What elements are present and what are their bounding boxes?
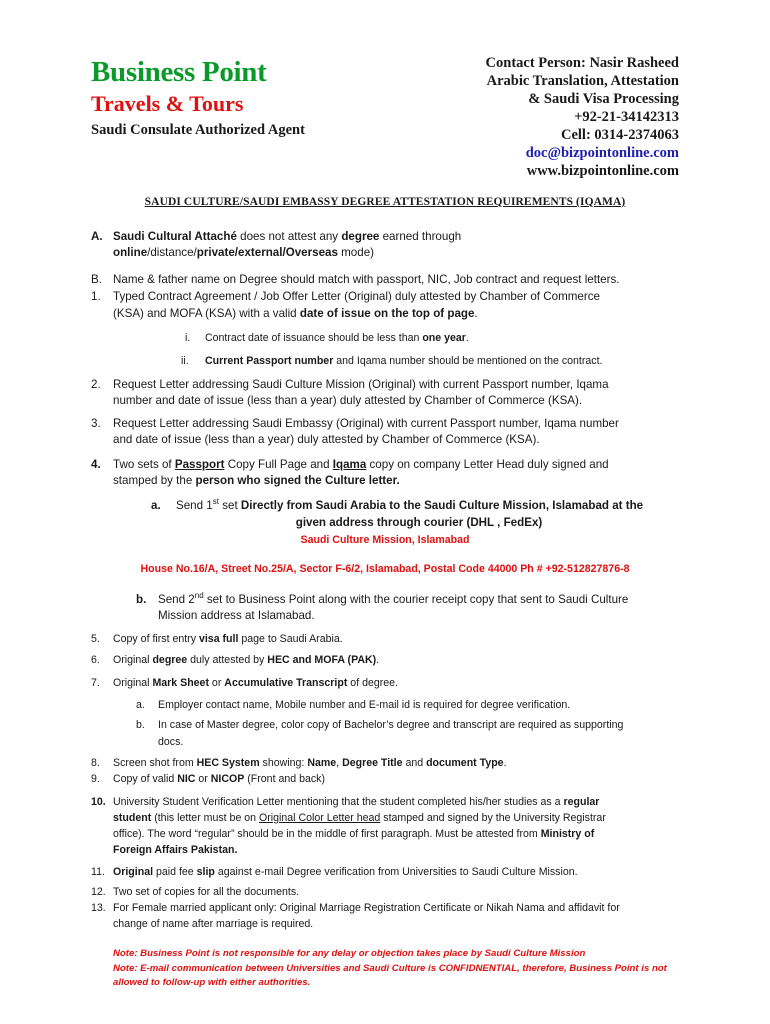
item-7b-line-1: In case of Master degree, color copy of Bachelor’s degree and transcript are required as supporting xyxy=(158,719,624,731)
sub-marker: a. xyxy=(151,499,161,512)
service-line-1: Arabic Translation, Attestation xyxy=(486,73,679,89)
item-1-sub-ii: Current Passport number and Iqama number should be mentioned on the contract. xyxy=(205,355,603,367)
sub-marker: i. xyxy=(185,332,191,344)
mission-name: Saudi Culture Mission, Islamabad xyxy=(300,534,470,546)
item-marker: 2. xyxy=(91,378,101,391)
item-marker: 5. xyxy=(91,633,100,645)
sub-marker: ii. xyxy=(181,355,189,367)
item-4b-line-1: Send 2nd set to Business Point along with the courier receipt copy that sent to Saudi Culture xyxy=(158,591,629,606)
item-b-text: Name & father name on Degree should match with passport, NIC, Job contract and request letters. xyxy=(113,273,620,286)
item-marker: A. xyxy=(91,230,103,243)
item-2-line-1: Request Letter addressing Saudi Culture Mission (Original) with current Passport number, Iqama xyxy=(113,378,609,391)
item-1-sub-i: Contract date of issuance should be less than one year. xyxy=(205,332,469,344)
item-10-line-3: office). The word “regular” should be in the middle of first paragraph. Must be attested from Ministry of xyxy=(113,828,595,840)
item-10-line-2: student (this letter must be on Original Color Letter head stamped and signed by the University Registrar xyxy=(113,812,606,824)
item-8-text: Screen shot from HEC System showing: Name, Degree Title and document Type. xyxy=(113,757,507,769)
item-13-line-2: change of name after marriage is required. xyxy=(113,918,314,930)
item-7-text: Original Mark Sheet or Accumulative Transcript of degree. xyxy=(113,677,399,689)
sub-marker: b. xyxy=(136,593,147,606)
item-13-line-1: For Female married applicant only: Original Marriage Registration Certificate or Nikah Nama and affidavit for xyxy=(113,902,620,914)
brand-name: Business Point xyxy=(91,56,267,88)
item-7a-text: Employer contact name, Mobile number and E-mail id is required for degree verification. xyxy=(158,699,571,711)
note-line-3: allowed to follow-up with either authorities. xyxy=(113,977,311,988)
item-marker: 12. xyxy=(91,886,106,898)
item-marker: 1. xyxy=(91,290,101,303)
item-6-text: Original degree duly attested by HEC and MOFA (PAK). xyxy=(113,654,380,666)
phone-number: +92-21-34142313 xyxy=(574,109,679,125)
item-7b-line-2: docs. xyxy=(158,736,184,748)
sub-marker: b. xyxy=(136,719,145,731)
brand-block xyxy=(91,56,305,140)
item-marker: 11. xyxy=(91,866,105,878)
item-4-line-1: Two sets of Passport Copy Full Page and Iqama copy on company Letter Head duly signed and xyxy=(113,458,609,471)
item-2-line-2: number and date of issue (less than a year) duly attested by Chamber of Commerce (KSA). xyxy=(113,394,583,407)
item-marker: 10. xyxy=(91,796,106,808)
item-a-line-2: online/distance/private/external/Overseas mode) xyxy=(113,246,375,259)
item-10-line-4: Foreign Affairs Pakistan. xyxy=(113,844,238,856)
item-a-line-1: Saudi Cultural Attaché does not attest any degree earned through xyxy=(113,230,462,243)
item-4a-line-1: Send 1st set Directly from Saudi Arabia to the Saudi Culture Mission, Islamabad at the xyxy=(176,497,644,512)
website-link[interactable]: www.bizpointonline.com xyxy=(526,163,679,179)
item-marker: B. xyxy=(91,273,102,286)
document-title: SAUDI CULTURE/SAUDI EMBASSY DEGREE ATTESTATION REQUIREMENTS (IQAMA) xyxy=(144,196,626,208)
item-marker: 4. xyxy=(91,458,101,471)
item-10-line-1: University Student Verification Letter mentioning that the student completed his/her studies as a regular xyxy=(113,796,600,808)
contact-block xyxy=(486,54,679,180)
note-line-2: Note: E-mail communication between Universities and Saudi Culture is CONFIDNENTIAL, therefore, Business Point is not xyxy=(113,963,667,974)
item-marker: 7. xyxy=(91,677,100,689)
note-line-1: Note: Business Point is not responsible for any delay or objection takes place by Saudi Culture Mission xyxy=(113,948,586,959)
item-4a-line-2: given address through courier (DHL , FedEx) xyxy=(295,516,543,529)
item-12-text: Two set of copies for all the documents. xyxy=(113,886,300,898)
item-11-text: Original paid fee slip against e-mail Degree verification from Universities to Saudi Culture Mission. xyxy=(113,866,578,878)
item-marker: 13. xyxy=(91,902,106,914)
item-4-line-2: stamped by the person who signed the Culture letter. xyxy=(113,474,400,487)
item-5-text: Copy of first entry visa full page to Saudi Arabia. xyxy=(113,633,343,645)
item-9-text: Copy of valid NIC or NICOP (Front and back) xyxy=(113,773,325,785)
cell-number: Cell: 0314-2374063 xyxy=(561,127,679,143)
brand-subtitle: Travels & Tours xyxy=(91,91,244,116)
service-line-2: & Saudi Visa Processing xyxy=(528,91,679,107)
item-3-line-1: Request Letter addressing Saudi Embassy (Original) with current Passport number, Iqama number xyxy=(113,417,619,430)
email-link[interactable]: doc@bizpointonline.com xyxy=(525,145,679,161)
item-marker: 8. xyxy=(91,757,100,769)
mission-address: House No.16/A, Street No.25/A, Sector F-6/2, Islamabad, Postal Code 44000 Ph # +92-512827876-8 xyxy=(140,563,630,575)
item-1-line-2: (KSA) and MOFA (KSA) with a valid date of issue on the top of page. xyxy=(113,307,478,320)
sub-marker: a. xyxy=(136,699,145,711)
item-marker: 6. xyxy=(91,654,100,666)
item-1-line-1: Typed Contract Agreement / Job Offer Letter (Original) duly attested by Chamber of Commerce xyxy=(113,290,600,303)
item-3-line-2: and date of issue (less than a year) duly attested by Chamber of Commerce (KSA). xyxy=(113,433,540,446)
item-4b-line-2: Mission address at Islamabad. xyxy=(158,609,315,622)
item-marker: 9. xyxy=(91,773,100,785)
contact-person: Contact Person: Nasir Rasheed xyxy=(485,55,679,71)
brand-tagline: Saudi Consulate Authorized Agent xyxy=(91,122,305,138)
item-marker: 3. xyxy=(91,417,101,430)
